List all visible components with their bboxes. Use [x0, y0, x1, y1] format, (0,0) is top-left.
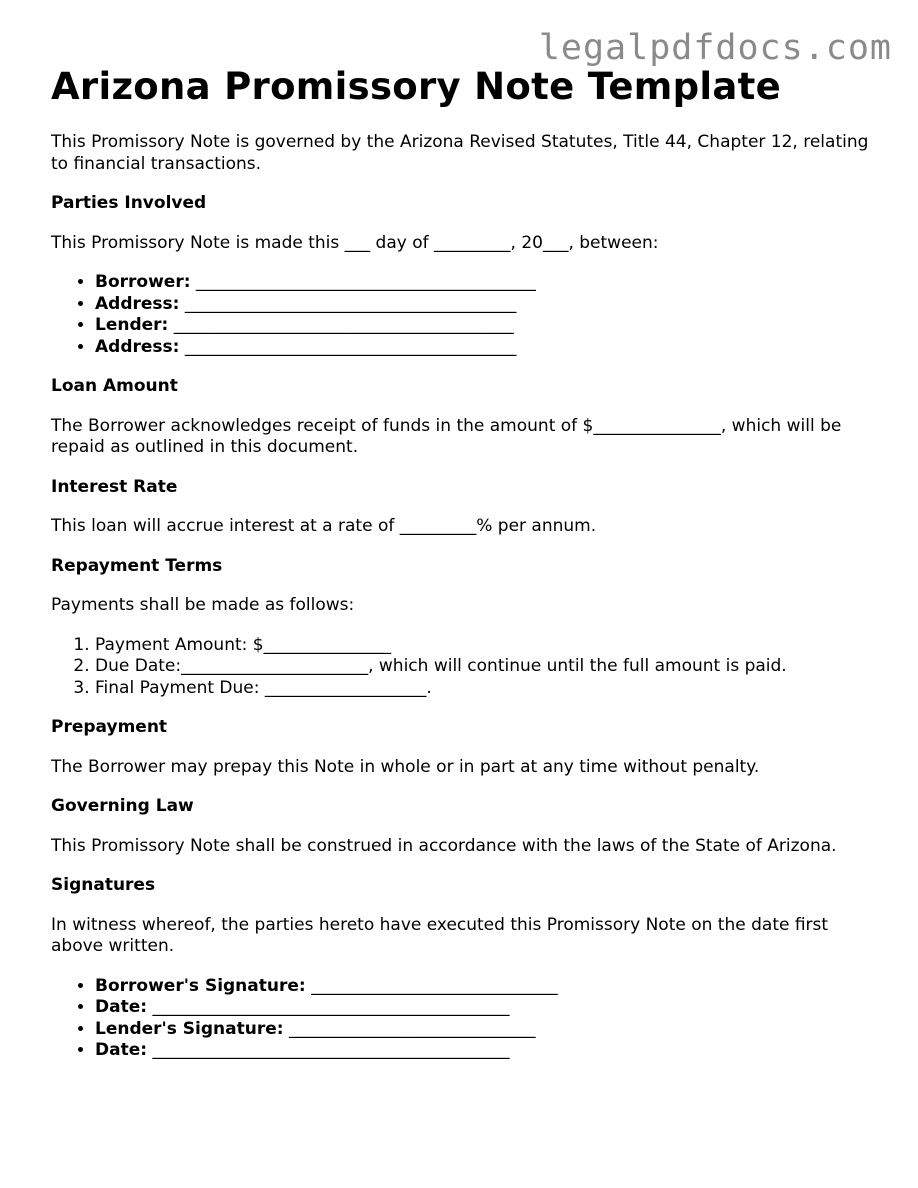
list-item [95, 1040, 881, 1062]
list-item [95, 976, 881, 998]
blank-line: __________________________________________ [152, 997, 510, 1017]
field-label: Address: [95, 293, 180, 314]
list-item: 2. Due Date:______________________, which will continue until the full amount is paid. [95, 656, 881, 678]
governing-paragraph: This Promissory Note shall be construed in accordance with the laws of the State of Arizona. [51, 835, 837, 856]
field-label: Date: [95, 997, 148, 1017]
list-item: 3. Final Payment Due: ___________________. [95, 678, 881, 700]
document-body [51, 64, 881, 1062]
list-item [95, 315, 881, 337]
list-item [95, 272, 881, 294]
blank-line: _____________________________ [311, 975, 558, 996]
field-label: Lender: [95, 315, 169, 335]
parties-list [51, 272, 881, 358]
parties-paragraph: This Promissory Note is made this ___ day of _________, 20___, between: [51, 232, 659, 253]
section-heading-interest: Interest Rate [51, 476, 178, 497]
intro-paragraph: This Promissory Note is governed by the Arizona Revised Statutes, Title 44, Chapter 12, relating to financial transactions. [51, 132, 869, 174]
signatures-paragraph: In witness whereof, the parties hereto have executed this Promissory Note on the date first above written. [51, 914, 829, 956]
list-item [95, 1019, 881, 1041]
field-label: Borrower: [95, 272, 191, 292]
repayment-paragraph: Payments shall be made as follows: [51, 595, 355, 615]
section-heading-signatures: Signatures [51, 875, 156, 895]
section-heading-governing: Governing Law [51, 796, 194, 816]
blank-line: __________________________________________ [152, 1040, 510, 1060]
section-heading-prepayment: Prepayment [51, 717, 168, 737]
list-item: 1. Payment Amount: $_______________ [95, 635, 881, 657]
loan-paragraph: The Borrower acknowledges receipt of funds in the amount of $_______________, which will be repaid as outlined in this document. [51, 415, 842, 457]
blank-line: _____________________________ [288, 1018, 536, 1039]
list-item [95, 337, 881, 359]
list-item [95, 294, 881, 316]
section-heading-repayment: Repayment Terms [51, 555, 223, 576]
watermark: legalpdfdocs.com [538, 28, 892, 68]
interest-paragraph: This loan will accrue interest at a rate of _________% per annum. [51, 516, 597, 536]
field-label: Date: [95, 1040, 148, 1060]
blank-line: ________________________________________ [195, 272, 536, 292]
field-label: Address: [95, 336, 180, 357]
signatures-list [51, 976, 881, 1062]
page-title: Arizona Promissory Note Template [51, 65, 781, 108]
blank-line: _______________________________________ [184, 293, 517, 314]
list-item [95, 997, 881, 1019]
section-heading-parties: Parties Involved [51, 193, 207, 213]
field-label: Borrower's Signature: [95, 975, 306, 996]
prepayment-paragraph: The Borrower may prepay this Note in whole or in part at any time without penalty. [51, 756, 760, 777]
section-heading-loan: Loan Amount [51, 376, 178, 396]
blank-line: ________________________________________ [173, 315, 514, 335]
repayment-list [51, 635, 881, 700]
blank-line: _______________________________________ [184, 336, 517, 357]
field-label: Lender's Signature: [95, 1018, 284, 1039]
